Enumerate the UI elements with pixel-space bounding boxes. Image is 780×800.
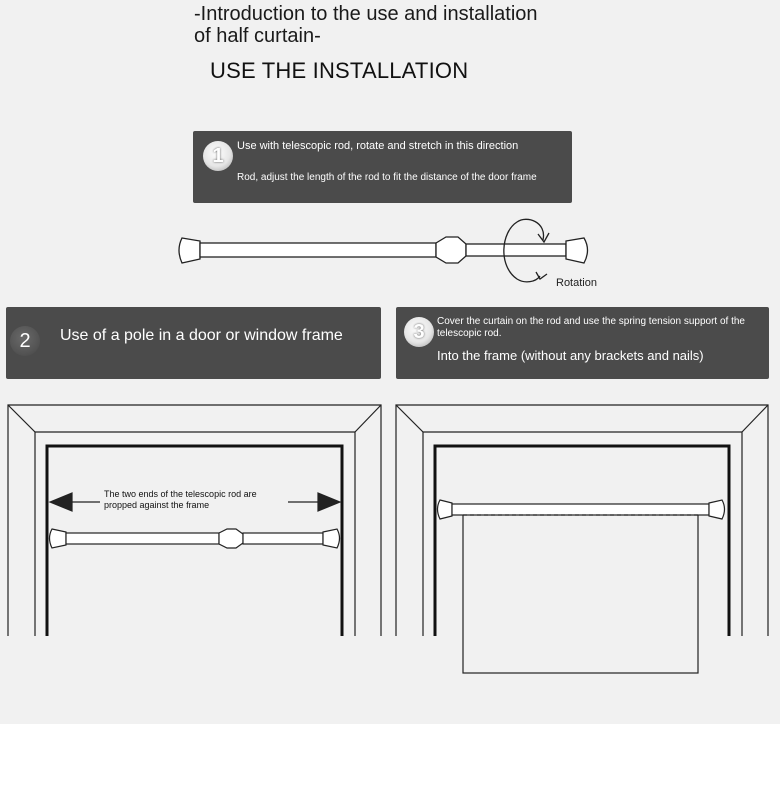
title-line-1: -Introduction to the use and installation — [194, 3, 538, 25]
step-1-badge: 1 — [203, 141, 233, 171]
step-2-text: Use of a pole in a door or window frame — [60, 327, 343, 344]
step-3-badge: 3 — [404, 317, 434, 347]
step-3-line-2: Into the frame (without any brackets and nails) — [437, 348, 704, 363]
step-2-badge: 2 — [10, 326, 40, 356]
rotation-label: Rotation — [556, 277, 597, 289]
page-subtitle: USE THE INSTALLATION — [210, 58, 469, 83]
curtain-panel — [463, 508, 698, 673]
step-1-line-2: Rod, adjust the length of the rod to fit the distance of the door frame — [237, 172, 537, 183]
rod-ends-note: The two ends of the telescopic rod are propped against the frame — [104, 489, 257, 510]
title-line-2: of half curtain- — [194, 25, 321, 47]
step-1-line-1: Use with telescopic rod, rotate and stretch in this direction — [237, 140, 519, 152]
step-3-line-1: Cover the curtain on the rod and use the spring tension support of the telescopic rod. — [437, 316, 745, 339]
